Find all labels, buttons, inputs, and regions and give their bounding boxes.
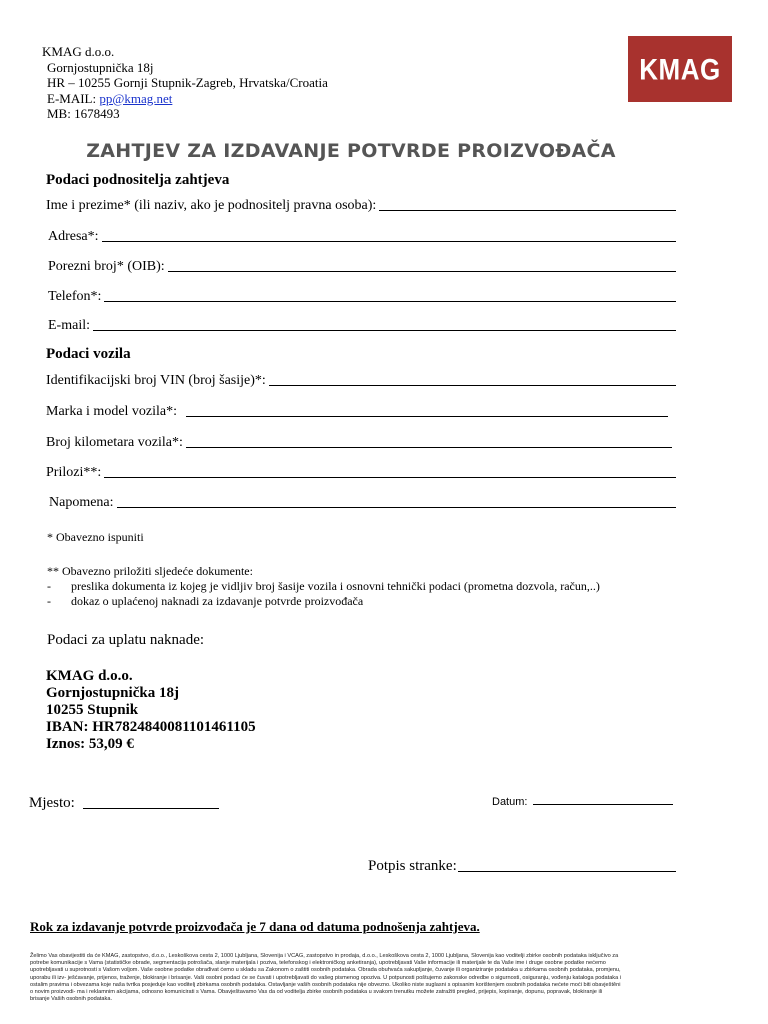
field-signature-line[interactable] (458, 870, 676, 872)
field-note[interactable]: Napomena: (49, 495, 676, 511)
field-name[interactable]: Ime i prezime* (ili naziv, ako je podnositelj pravna osoba): (46, 198, 676, 214)
payment-intro: Podaci za uplatu naknade: (47, 632, 205, 648)
logo-text: KMAG (639, 51, 721, 86)
field-oib-line[interactable] (168, 270, 676, 272)
field-signature[interactable]: Potpis stranke: (368, 858, 676, 875)
attachments-intro: ** Obavezno priložiti sljedeće dokumente: (47, 564, 253, 578)
attachments-note (47, 564, 687, 609)
payment-iban: IBAN: HR7824840081101461105 (46, 719, 256, 735)
page-title: ZAHTJEV ZA IZDAVANJE POTVRDE PROIZVOĐAČA (86, 140, 616, 162)
field-name-line[interactable] (379, 209, 676, 211)
field-date[interactable]: Datum: (492, 796, 673, 808)
payment-amount: Iznos: 53,09 € (46, 736, 134, 752)
email-link[interactable]: pp@kmag.net (99, 90, 173, 106)
field-date-line[interactable] (533, 803, 673, 805)
field-make-model[interactable]: Marka i model vozila*: (46, 404, 668, 420)
field-attachments[interactable]: Prilozi**: (46, 465, 676, 481)
payment-details (46, 668, 256, 753)
email-label: E-MAIL: (47, 90, 100, 106)
field-phone-line[interactable] (104, 300, 676, 302)
payment-city: 10255 Stupnik (46, 702, 139, 718)
vehicle-section-title: Podaci vozila (46, 346, 131, 362)
field-mileage-line[interactable] (186, 446, 672, 448)
field-note-line[interactable] (117, 506, 676, 508)
company-mb: MB: 1678493 (47, 106, 120, 121)
field-vin-line[interactable] (269, 384, 676, 386)
field-phone[interactable]: Telefon*: (48, 289, 676, 305)
company-street: Gornjostupnička 18j (47, 59, 154, 75)
field-vin[interactable]: Identifikacijski broj VIN (broj šasije)*: (46, 373, 676, 389)
field-attachments-line[interactable] (104, 476, 676, 478)
field-address-line[interactable] (102, 240, 676, 242)
field-mileage[interactable]: Broj kilometara vozila*: (46, 435, 672, 451)
attachment-item: - preslika dokumenta iz kojeg je vidljiv broj šasije vozila i osnovni tehnički podaci (prometna dozvola, račun,..) (47, 579, 600, 593)
field-place-line[interactable] (83, 807, 219, 809)
company-email-line (42, 91, 328, 107)
required-note: * Obavezno ispuniti (47, 530, 144, 544)
privacy-footer: Želimo Vas obavijestiti da će KMAG, zastopstvo, d.o.o., Leskoškova cesta 2, 1000 Ljubljana, Slovenija i VCAG, zastopstvo in prodaja, d.o.o., Leskoškova cesta 2, 1000 Ljubljana, Slovenija kao voditelji zbirke osobnih podataka isključivo za potrebe komunikacije s Vama (statističke obrade, segmentacija potrošača, slanje materijala i poziva, telefonskog i elektroničkog anketiranja), upotrebljavati Vaše informacije ili materijale te da Vaše ime i druge osobne podatke nećemo upotrebljavati u suprotnosti s Vašom voljom. Vaše osobne podatke obrađivat ćemo u skladu sa Zakonom o zaštiti osobnih podataka. Obrada obuhvaća sakupljanje, čuvanje ili organiziranje podataka u zbirkama osobnih podataka, promjenu, uporabu ili izv- ješćavanje, prijenos, traženje, blokiranje i brisanje. Vaši osobni podaci će se čuvati i upotrebljavati do vašeg pismenog opoziva. U potpunosti poštujemo zakonske odredbe o sigurnosti, osiguranju, vođenju kataloga podataka i ostalim pravima i obvezama koje naša tvrtka posjeduje kao voditelj zbirkama osobnih podataka. Ostavljanje vaših osobnih podataka nije obvezno. Ukoliko niste suglasni s opisanim korištenjem osobnih podataka nećete moći biti obavještěni o novim proizvodi- ma i reklamnim akcijama, odnosno komunicirati s Vama. Obavještavamo Vas da od voditelja zbirke osobnih podataka u svakom trenutku možete zatražiti pregled, prijepis, kopiranje, dopunu, popravak, blokiranje ili brisanje Vaših osobnih podataka. (30, 953, 622, 1003)
company-name: KMAG d.o.o. (42, 44, 115, 59)
field-email[interactable]: E-mail: (48, 318, 676, 334)
field-oib[interactable]: Porezni broj* (OIB): (48, 259, 676, 275)
field-email-line[interactable] (93, 329, 676, 331)
payment-company: KMAG d.o.o. (46, 668, 133, 684)
deadline-note: Rok za izdavanje potvrde proizvođača je 7 dana od datuma podnošenja zahtjeva. (30, 919, 480, 934)
attachment-item: - dokaz o uplaćenoj naknadi za izdavanje potvrde proizvođača (47, 594, 364, 608)
company-city: HR – 10255 Gornji Stupnik-Zagreb, Hrvatska/Croatia (47, 75, 328, 90)
applicant-section-title: Podaci podnositelja zahtjeva (46, 172, 230, 188)
company-address-block (42, 44, 328, 122)
payment-street: Gornjostupnička 18j (46, 685, 179, 701)
field-address[interactable]: Adresa*: (48, 229, 676, 245)
field-place[interactable]: Mjesto: (29, 795, 219, 812)
kmag-logo (628, 36, 732, 102)
field-make-model-line[interactable] (186, 415, 668, 417)
